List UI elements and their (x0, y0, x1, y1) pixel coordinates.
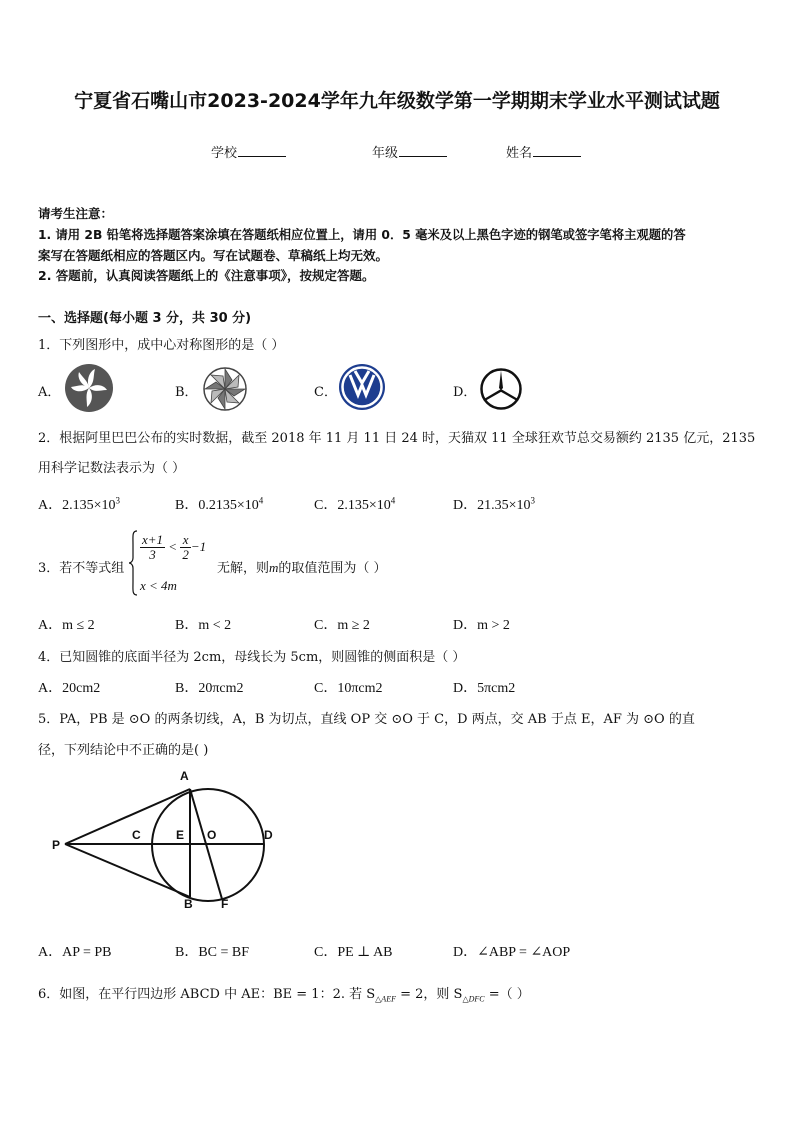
q4-option-b: B．20πcm2 (175, 681, 244, 696)
q3-ineq2: x < 4m (140, 578, 177, 593)
label-d: D (264, 828, 273, 842)
q4-stem: 4．已知圆锥的底面半径为 2cm，母线长为 5cm，则圆锥的侧面积是（ ） (38, 650, 466, 665)
q1-stem: 1．下列图形中，成中心对称图形的是（ ） (38, 338, 285, 353)
q5-option-d: D．∠ABP = ∠AOP (453, 945, 571, 960)
q3-tail: −1 (190, 538, 207, 554)
q3-option-a: A．m ≤ 2 (38, 618, 95, 633)
tangent-pb (65, 844, 190, 897)
label-a: A (180, 769, 189, 783)
school-label: 学校 (211, 146, 238, 161)
exam-title: 宁夏省石嘴山市2023-2024学年九年级数学第一学期期末学业水平测试试题 (74, 90, 720, 112)
q5-figure (44, 765, 284, 915)
q6-stem-a: 6．如图，在平行四边形 ABCD 中 AE：BE = 1：2. 若 S (38, 987, 376, 1002)
q5-option-c: C．PE ⊥ AB (314, 945, 393, 960)
grade-blank (399, 143, 447, 157)
volkswagen-logo-icon (338, 363, 386, 411)
tangent-pa (65, 789, 190, 844)
q3-suffix (217, 557, 387, 576)
q3-var: m (269, 560, 279, 575)
q1-option-c-label: C． (314, 385, 337, 400)
q6-sub1: △AEF (375, 994, 396, 1004)
q6-stem-b: = 2，则 S (395, 987, 463, 1002)
q3-frac2-num: x (180, 533, 191, 548)
q3-option-c: C．m ≥ 2 (314, 618, 370, 633)
section-heading: 一、选择题(每小题 3 分，共 30 分) (38, 311, 252, 326)
q2-line2: 用科学记数法表示为（ ） (38, 461, 186, 476)
q5-line1: 5．PA，PB 是 ⊙O 的两条切线，A，B 为切点，直线 OP 交 ⊙O 于 C，D 两点，交 AB 于点 E，AF 为 ⊙O 的直 (38, 712, 695, 727)
q2-option-c (314, 494, 395, 514)
q2-option-b (175, 494, 263, 514)
q3-frac1 (140, 533, 165, 563)
q2-option-d (453, 494, 535, 514)
q3-option-b: B．m < 2 (175, 618, 232, 633)
q3-suffix2: 的取值范围为（ ） (278, 561, 387, 576)
q2-option-c-exp: 4 (390, 495, 396, 506)
school-blank (238, 143, 286, 157)
label-b: B (184, 897, 193, 911)
notice-item2: 2. 答题前，认真阅读答题纸上的《注意事项》，按规定答题。 (38, 268, 375, 283)
name-label: 姓名 (506, 146, 533, 161)
q6-stem (38, 983, 530, 1004)
name-field (506, 142, 581, 161)
q2-option-b-exp: 4 (258, 495, 264, 506)
q1-option-b-label: B． (175, 385, 198, 400)
label-o: O (207, 828, 217, 842)
q5-option-a: A．AP = PB (38, 945, 112, 960)
school-field (211, 142, 286, 161)
q2-option-a-exp: 3 (115, 495, 121, 506)
label-e: E (176, 828, 185, 842)
q3-prefix: 3．若不等式组 (38, 561, 125, 576)
q3-option-d: D．m > 2 (453, 618, 510, 633)
q2-option-a-text: A．2.135×10 (38, 498, 116, 513)
grade-field (372, 142, 447, 161)
q2-option-d-text: D．21.35×10 (453, 498, 531, 513)
name-blank (533, 143, 581, 157)
label-p: P (52, 838, 61, 852)
label-c: C (132, 828, 141, 842)
q3-lt: < (168, 538, 178, 554)
q2-option-b-text: B．0.2135×10 (175, 498, 259, 513)
q5-line2: 径，下列结论中不正确的是( ) (38, 743, 209, 758)
q1-option-a-label: A． (38, 385, 61, 400)
q5-option-b: B．BC = BF (175, 945, 250, 960)
q3-ineq1 (140, 533, 206, 563)
label-f: F (221, 897, 229, 911)
q2-option-c-text: C．2.135×10 (314, 498, 391, 513)
q2-line1: 2．根据阿里巴巴公布的实时数据，截至 2018 年 11 月 11 日 24 时，天猫双 11 全球狂欢节总交易额约 2135 亿元，2135 (38, 431, 756, 446)
q2-option-d-exp: 3 (530, 495, 536, 506)
q4-option-d: D．5πcm2 (453, 681, 516, 696)
q3-frac2-den: 2 (182, 547, 189, 563)
pinwheel-icon (202, 366, 248, 412)
q6-stem-c: =（ ） (484, 987, 530, 1002)
q3-frac1-num: x+1 (142, 532, 164, 547)
q3-frac1-den: 3 (149, 547, 156, 563)
notice-heading: 请考生注意： (38, 206, 114, 221)
q4-option-c: C．10πcm2 (314, 681, 383, 696)
bauhinia-flag-icon (64, 363, 114, 413)
q3-suffix-text: 无解，则 (217, 561, 270, 576)
q4-option-a: A．20cm2 (38, 681, 101, 696)
mercedes-logo-icon (479, 367, 523, 411)
brace-icon (128, 530, 138, 596)
q1-option-d-label: D． (453, 385, 477, 400)
q6-sub2: △DFC (462, 994, 485, 1004)
notice-item1-line2: 案写在答题纸相应的答题区内。写在试题卷、草稿纸上均无效。 (38, 248, 389, 263)
notice-item1-line1: 1. 请用 2B 铅笔将选择题答案涂填在答题纸相应位置上，请用 0．5 毫米及以上黑色字迹的钢笔或签字笔将主观题的答 (38, 228, 686, 242)
q2-option-a (38, 494, 120, 514)
grade-label: 年级 (372, 146, 399, 161)
q3-frac2 (180, 533, 191, 563)
